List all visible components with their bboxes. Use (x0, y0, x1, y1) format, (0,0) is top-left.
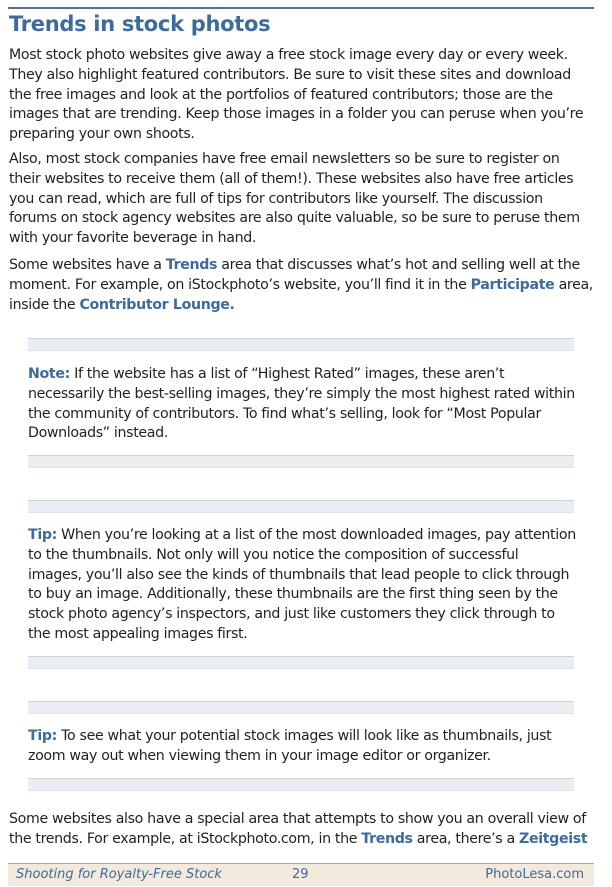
tip2-label: Tip: (28, 728, 57, 744)
top-rule (8, 7, 594, 9)
tip1-bottom-bar (28, 656, 574, 669)
paragraph-2: Also, most stock companies have free email newsletters so be sure to register on their websites to receive them (all of them!). These websites also have free articles you can read, which are full of tips for contributors like yourself. The discussion forums on stock agency websites are also quite valuable, so be sure to peruse them with your favorite beverage in hand. (9, 151, 580, 247)
paragraph-4: Some websites also have a special area that attempts to show you an overall view of the trends. For example, at iStockphoto.com, in the Trends area, there’s a Zeitgeist (9, 811, 588, 847)
contributor-lounge-term: Contributor Lounge. (79, 296, 235, 313)
tip2-callout: Tip: To see what your potential stock images will look like as thumbnails, just zoom way out when viewing them in your image editor or organizer. (28, 728, 552, 764)
note-label: Note: (28, 366, 70, 382)
tip2-top-bar (28, 701, 574, 714)
tip1-callout: Tip: When you’re looking at a list of the most downloaded images, pay attention to the thumbnails. Not only will you notice the composition of successful images, you’ll also see the kinds of thumbnails that lead people to click through to buy an image. Additionally, these thumbnails are the first thing seen by the stock photo agency’s inspectors, and just like customers they click through to the most appealing images first. (28, 527, 576, 642)
paragraph-3: Some websites have a Trends area that discusses what’s hot and selling well at the moment. For example, on iStockphoto’s website, you’ll find it in the Participate area, inside the Contributor Lounge. (9, 257, 593, 313)
footer-book-title: Shooting for Royalty-Free Stock (16, 867, 222, 882)
trends-term: Trends (165, 257, 218, 273)
zeitgeist-term: Zeitgeist (519, 830, 588, 847)
participate-term: Participate (470, 276, 555, 293)
footer-page-number: 29 (292, 867, 309, 882)
section-heading: Trends in stock photos (9, 12, 271, 36)
trends-term-2: Trends (361, 830, 413, 847)
note-top-bar (28, 338, 574, 351)
tip1-label: Tip: (28, 527, 57, 543)
paragraph-1: Most stock photo websites give away a free stock image every day or every week. They also highlight featured contributors. Be sure to visit these sites and download the free images and look at the portfolios of featured contributors; those are the images that are trending. Keep those images in a folder you can peruse when you’re preparing your own shoots. (9, 47, 584, 143)
footer-site: PhotoLesa.com (485, 867, 584, 882)
note-bottom-bar (28, 455, 574, 468)
tip1-top-bar (28, 500, 574, 513)
tip2-bottom-bar (28, 778, 574, 791)
note-callout: Note: If the website has a list of “Highest Rated” images, these aren’t necessarily the best-selling images, they’re simply the most highest rated within the community of contributors. To find what’s selling, look for “Most Popular Downloads” instead. (28, 366, 575, 442)
page-footer (8, 863, 594, 886)
